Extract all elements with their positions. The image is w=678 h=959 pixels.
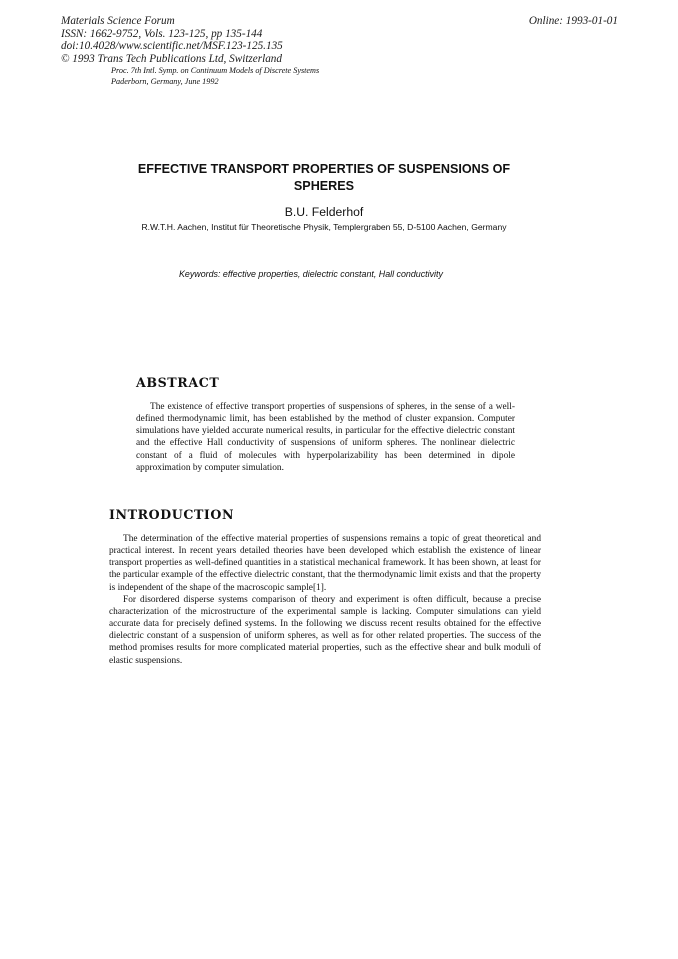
doi-line: doi:10.4028/www.scientific.net/MSF.123-125.135: [61, 40, 283, 52]
paper-title-line-2: SPHERES: [293, 179, 355, 193]
abstract-body: [136, 401, 515, 474]
paper-title-line-1: EFFECTIVE TRANSPORT PROPERTIES OF SUSPENSIONS OF: [137, 162, 511, 176]
author-affiliation: R.W.T.H. Aachen, Institut für Theoretische Physik, Templergraben 55, D-5100 Aachen, Germany: [141, 222, 507, 232]
introduction-paragraph: The determination of the effective material properties of suspensions remains a topic of great theoretical and practical interest. In recent years detailed theories have been developed which establish the existence of linear transport properties as well-defined quantities in a statistical mechanical framework. It has been shown, at least for the particular example of the effective dielectric constant, that the thermodynamic limit exists and that the property is independent of the shape of the macroscopic sample[1].: [109, 534, 541, 593]
introduction-paragraph: For disordered disperse systems comparison of theory and experiment is often difficult, because a precise characterization of the microstructure of the experimental sample is lacking. Computer simulations can yield accurate data for precisely defined systems. In the following we discuss recent results obtained for the effective dielectric constant of a suspension of uniform spheres, as well as for other related properties. The success of the method promises results for more complicated material properties, such as the effective shear and bulk moduli of elastic suspensions.: [109, 594, 541, 666]
online-date: Online: 1993-01-01: [528, 15, 618, 27]
proceedings-place: Paderborn, Germany, June 1992: [111, 77, 219, 86]
abstract-heading: ABSTRACT: [136, 375, 220, 390]
author-name: B.U. Felderhof: [284, 205, 364, 219]
issn-line: ISSN: 1662-9752, Vols. 123-125, pp 135-144: [61, 27, 263, 40]
proceedings-info: [111, 65, 319, 87]
copyright-line: © 1993 Trans Tech Publications Ltd, Switzerland: [61, 52, 282, 65]
keywords: Keywords: effective properties, dielectric constant, Hall conductivity: [179, 269, 443, 279]
proceedings-name: Proc. 7th Intl. Symp. on Continuum Models of Discrete Systems: [111, 66, 320, 75]
abstract-text: The existence of effective transport properties of suspensions of spheres, in the sense of a well-defined thermodynamic limit, has been established by the method of cluster expansion. Computer simulations have yielded accurate numerical results, in particular for the effective dielectric constant and the effective Hall conductivity of suspensions of uniform spheres. The nonlinear dielectric constant of a fluid of molecules with hyperpolarizability has been determined in dipole approximation by computer simulation.: [136, 402, 515, 473]
introduction-heading: INTRODUCTION: [109, 507, 235, 522]
paper-title: [100, 161, 548, 195]
journal-name: Materials Science Forum: [61, 15, 175, 27]
introduction-body: [109, 533, 541, 667]
journal-info: [61, 15, 283, 65]
